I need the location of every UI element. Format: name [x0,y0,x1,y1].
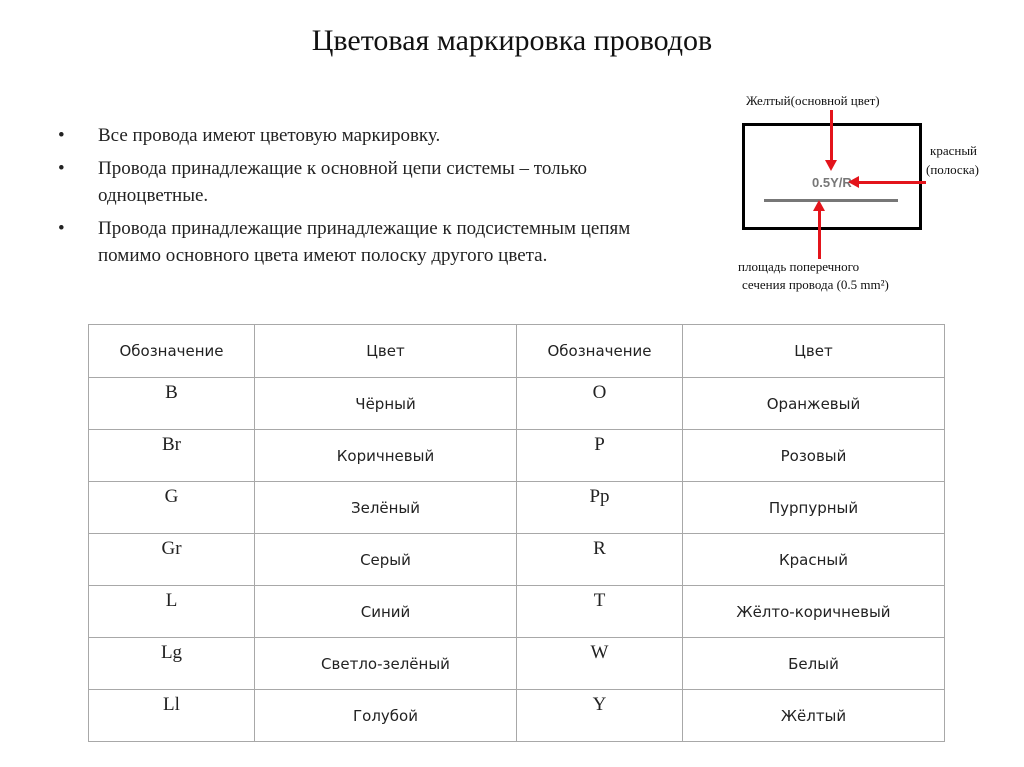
stripe-label-line2: (полоска) [926,162,979,177]
table-row [89,638,945,690]
code-cell: Ll [89,690,255,742]
table-row [89,430,945,482]
main-color-arrowhead [825,160,837,171]
color-cell: Белый [683,638,945,690]
color-cell: Жёлтый [683,690,945,742]
wire-box [742,123,922,230]
header-designation: Обозначение [89,325,255,378]
color-cell: Коричневый [255,430,517,482]
header-color: Цвет [683,325,945,378]
color-cell: Красный [683,534,945,586]
stripe-label-line1: красный [930,143,978,158]
color-cell: Розовый [683,430,945,482]
bullet-list [58,122,658,275]
bullet-item: • Все провода имеют цветовую маркировку. [58,122,658,149]
header-designation: Обозначение [517,325,683,378]
table-header-row [89,325,945,378]
color-cell: Чёрный [255,378,517,430]
section-arrow-shaft [818,211,821,259]
section-label-line1: площадь поперечного [738,259,860,274]
color-cell: Светло-зелёный [255,638,517,690]
code-cell: R [517,534,683,586]
table-row [89,586,945,638]
table-row [89,534,945,586]
code-cell: W [517,638,683,690]
main-color-label: Желтый(основной цвет) [746,93,880,108]
table-row [89,690,945,742]
code-cell: B [89,378,255,430]
table-row [89,482,945,534]
main-color-arrow-shaft [830,110,833,160]
bullet-item: • Провода принадлежащие к основной цепи системы – только одноцветные. [58,155,658,209]
code-cell: Gr [89,534,255,586]
section-label-line2: сечения провода (0.5 mm²) [742,277,889,292]
code-cell: O [517,378,683,430]
stripe-arrow-shaft [858,181,926,184]
code-cell: P [517,430,683,482]
code-cell: L [89,586,255,638]
bullet-item: • Провода принадлежащие принадлежащие к подсистемным цепям помимо основного цвета имеют полоску другого цвета. [58,215,658,269]
code-cell: T [517,586,683,638]
header-color: Цвет [255,325,517,378]
color-cell: Зелёный [255,482,517,534]
code-cell: G [89,482,255,534]
color-cell: Пурпурный [683,482,945,534]
wire-line [764,199,898,202]
color-cell: Жёлто-коричневый [683,586,945,638]
code-cell: Br [89,430,255,482]
code-cell: Y [517,690,683,742]
code-cell: Lg [89,638,255,690]
stripe-arrowhead [848,176,859,188]
color-cell: Оранжевый [683,378,945,430]
code-cell: Pp [517,482,683,534]
slide-title: Цветовая маркировка проводов [311,24,713,57]
color-cell: Голубой [255,690,517,742]
wire-code: 0.5Y/R [812,175,852,190]
color-cell: Серый [255,534,517,586]
section-arrowhead [813,200,825,211]
table-row [89,378,945,430]
color-cell: Синий [255,586,517,638]
color-code-table [88,324,945,742]
